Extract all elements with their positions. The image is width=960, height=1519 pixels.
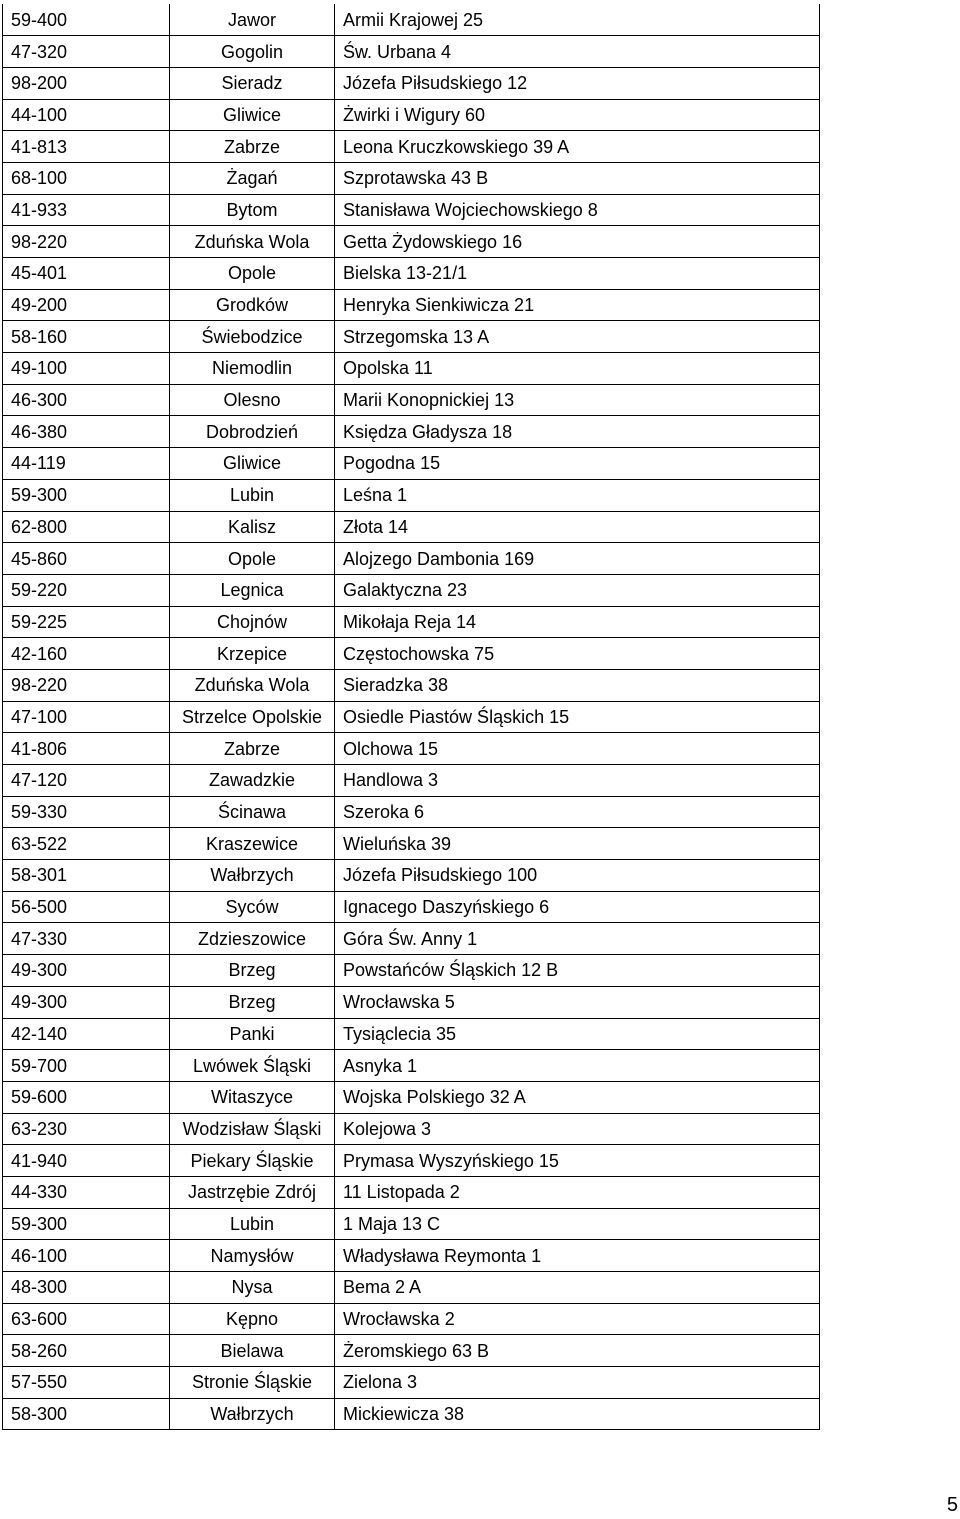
city-cell: Opole (170, 258, 335, 290)
city-cell: Panki (170, 1018, 335, 1050)
postal-code-cell: 44-100 (3, 99, 170, 131)
city-cell: Legnica (170, 574, 335, 606)
postal-code-cell: 59-300 (3, 479, 170, 511)
street-address-cell: Bielska 13-21/1 (335, 258, 820, 290)
postal-code-cell: 45-860 (3, 543, 170, 575)
postal-code-cell: 62-800 (3, 511, 170, 543)
street-address-cell: Księdza Gładysza 18 (335, 416, 820, 448)
street-address-cell: Powstańców Śląskich 12 B (335, 955, 820, 987)
street-address-cell: Józefa Piłsudskiego 100 (335, 860, 820, 892)
postal-code-cell: 56-500 (3, 891, 170, 923)
table-row (3, 1018, 820, 1050)
city-cell: Świebodzice (170, 321, 335, 353)
table-row (3, 638, 820, 670)
postal-code-cell: 47-330 (3, 923, 170, 955)
table-row (3, 986, 820, 1018)
postal-code-cell: 59-300 (3, 1208, 170, 1240)
street-address-cell: Henryka Sienkiwicza 21 (335, 289, 820, 321)
street-address-cell: Handlowa 3 (335, 765, 820, 797)
table-row (3, 99, 820, 131)
street-address-cell: Złota 14 (335, 511, 820, 543)
postal-code-cell: 98-220 (3, 226, 170, 258)
postal-code-cell: 58-301 (3, 860, 170, 892)
table-row (3, 1240, 820, 1272)
city-cell: Zabrze (170, 733, 335, 765)
table-row (3, 923, 820, 955)
postal-code-cell: 46-300 (3, 384, 170, 416)
street-address-cell: Leona Kruczkowskiego 39 A (335, 131, 820, 163)
table-row (3, 258, 820, 290)
city-cell: Nysa (170, 1272, 335, 1304)
table-row (3, 891, 820, 923)
table-row (3, 384, 820, 416)
street-address-cell: Sieradzka 38 (335, 669, 820, 701)
table-row (3, 353, 820, 385)
street-address-cell: Szeroka 6 (335, 796, 820, 828)
street-address-cell: Mickiewicza 38 (335, 1398, 820, 1430)
street-address-cell: Getta Żydowskiego 16 (335, 226, 820, 258)
table-row (3, 131, 820, 163)
street-address-cell: Leśna 1 (335, 479, 820, 511)
street-address-cell: Tysiąclecia 35 (335, 1018, 820, 1050)
table-row (3, 1367, 820, 1399)
street-address-cell: Marii Konopnickiej 13 (335, 384, 820, 416)
table-row (3, 226, 820, 258)
table-row (3, 701, 820, 733)
city-cell: Zdzieszowice (170, 923, 335, 955)
table-row (3, 1272, 820, 1304)
city-cell: Zduńska Wola (170, 669, 335, 701)
table-row (3, 606, 820, 638)
postal-code-cell: 47-120 (3, 765, 170, 797)
street-address-cell: Władysława Reymonta 1 (335, 1240, 820, 1272)
postal-code-cell: 98-200 (3, 67, 170, 99)
postal-code-cell: 46-380 (3, 416, 170, 448)
city-cell: Gogolin (170, 36, 335, 68)
street-address-cell: 11 Listopada 2 (335, 1176, 820, 1208)
postal-code-cell: 45-401 (3, 258, 170, 290)
city-cell: Ścinawa (170, 796, 335, 828)
postal-code-cell: 41-940 (3, 1145, 170, 1177)
street-address-cell: Prymasa Wyszyńskiego 15 (335, 1145, 820, 1177)
postal-code-cell: 57-550 (3, 1367, 170, 1399)
postal-code-cell: 49-300 (3, 955, 170, 987)
table-row (3, 828, 820, 860)
city-cell: Jawor (170, 4, 335, 36)
table-row (3, 1335, 820, 1367)
city-cell: Bielawa (170, 1335, 335, 1367)
table-row (3, 574, 820, 606)
postal-code-cell: 98-220 (3, 669, 170, 701)
city-cell: Brzeg (170, 955, 335, 987)
city-cell: Wodzisław Śląski (170, 1113, 335, 1145)
city-cell: Namysłów (170, 1240, 335, 1272)
city-cell: Grodków (170, 289, 335, 321)
city-cell: Gliwice (170, 448, 335, 480)
postal-code-cell: 58-300 (3, 1398, 170, 1430)
city-cell: Niemodlin (170, 353, 335, 385)
postal-code-cell: 44-119 (3, 448, 170, 480)
city-cell: Kraszewice (170, 828, 335, 860)
street-address-cell: Alojzego Dambonia 169 (335, 543, 820, 575)
postal-code-cell: 68-100 (3, 162, 170, 194)
street-address-cell: Góra Św. Anny 1 (335, 923, 820, 955)
city-cell: Wałbrzych (170, 1398, 335, 1430)
street-address-cell: Opolska 11 (335, 353, 820, 385)
street-address-cell: Galaktyczna 23 (335, 574, 820, 606)
table-row (3, 194, 820, 226)
table-row (3, 1208, 820, 1240)
street-address-cell: Wojska Polskiego 32 A (335, 1081, 820, 1113)
table-row (3, 511, 820, 543)
street-address-cell: Józefa Piłsudskiego 12 (335, 67, 820, 99)
city-cell: Gliwice (170, 99, 335, 131)
city-cell: Chojnów (170, 606, 335, 638)
street-address-cell: Osiedle Piastów Śląskich 15 (335, 701, 820, 733)
city-cell: Lubin (170, 1208, 335, 1240)
address-table-body (3, 4, 820, 1430)
table-row (3, 67, 820, 99)
postal-code-cell: 49-100 (3, 353, 170, 385)
table-row (3, 543, 820, 575)
postal-code-cell: 44-330 (3, 1176, 170, 1208)
street-address-cell: Armii Krajowej 25 (335, 4, 820, 36)
street-address-cell: Zielona 3 (335, 1367, 820, 1399)
city-cell: Sieradz (170, 67, 335, 99)
postal-code-cell: 58-160 (3, 321, 170, 353)
postal-code-cell: 47-100 (3, 701, 170, 733)
street-address-cell: Strzegomska 13 A (335, 321, 820, 353)
city-cell: Kępno (170, 1303, 335, 1335)
table-row (3, 36, 820, 68)
postal-code-cell: 59-400 (3, 4, 170, 36)
table-row (3, 860, 820, 892)
city-cell: Brzeg (170, 986, 335, 1018)
postal-code-cell: 41-806 (3, 733, 170, 765)
table-row (3, 1145, 820, 1177)
city-cell: Żagań (170, 162, 335, 194)
table-row (3, 1050, 820, 1082)
city-cell: Bytom (170, 194, 335, 226)
city-cell: Lwówek Śląski (170, 1050, 335, 1082)
street-address-cell: Ignacego Daszyńskiego 6 (335, 891, 820, 923)
postal-code-cell: 49-300 (3, 986, 170, 1018)
street-address-cell: Kolejowa 3 (335, 1113, 820, 1145)
city-cell: Olesno (170, 384, 335, 416)
table-row (3, 448, 820, 480)
table-row (3, 1398, 820, 1430)
postal-code-cell: 41-813 (3, 131, 170, 163)
postal-code-cell: 47-320 (3, 36, 170, 68)
street-address-cell: Wrocławska 5 (335, 986, 820, 1018)
street-address-cell: Stanisława Wojciechowskiego 8 (335, 194, 820, 226)
postal-code-cell: 63-522 (3, 828, 170, 860)
city-cell: Zduńska Wola (170, 226, 335, 258)
table-row (3, 321, 820, 353)
city-cell: Jastrzębie Zdrój (170, 1176, 335, 1208)
postal-code-cell: 48-300 (3, 1272, 170, 1304)
table-row (3, 733, 820, 765)
page-number: 5 (946, 1494, 958, 1516)
postal-code-cell: 46-100 (3, 1240, 170, 1272)
postal-code-cell: 59-220 (3, 574, 170, 606)
table-row (3, 1176, 820, 1208)
city-cell: Krzepice (170, 638, 335, 670)
city-cell: Syców (170, 891, 335, 923)
postal-code-cell: 41-933 (3, 194, 170, 226)
street-address-cell: Żwirki i Wigury 60 (335, 99, 820, 131)
street-address-cell: Bema 2 A (335, 1272, 820, 1304)
table-row (3, 669, 820, 701)
postal-code-cell: 42-160 (3, 638, 170, 670)
table-row (3, 162, 820, 194)
table-row (3, 1081, 820, 1113)
table-row (3, 4, 820, 36)
street-address-cell: Olchowa 15 (335, 733, 820, 765)
table-row (3, 1303, 820, 1335)
city-cell: Stronie Śląskie (170, 1367, 335, 1399)
postal-code-cell: 58-260 (3, 1335, 170, 1367)
table-row (3, 479, 820, 511)
street-address-cell: Św. Urbana 4 (335, 36, 820, 68)
city-cell: Witaszyce (170, 1081, 335, 1113)
postal-code-cell: 59-700 (3, 1050, 170, 1082)
city-cell: Strzelce Opolskie (170, 701, 335, 733)
table-row (3, 955, 820, 987)
table-row (3, 796, 820, 828)
city-cell: Zawadzkie (170, 765, 335, 797)
city-cell: Kalisz (170, 511, 335, 543)
street-address-cell: Wieluńska 39 (335, 828, 820, 860)
street-address-cell: Żeromskiego 63 B (335, 1335, 820, 1367)
table-row (3, 765, 820, 797)
postal-code-cell: 42-140 (3, 1018, 170, 1050)
street-address-cell: Pogodna 15 (335, 448, 820, 480)
street-address-cell: Asnyka 1 (335, 1050, 820, 1082)
address-table (2, 4, 820, 1430)
city-cell: Piekary Śląskie (170, 1145, 335, 1177)
city-cell: Zabrze (170, 131, 335, 163)
postal-code-cell: 63-600 (3, 1303, 170, 1335)
postal-code-cell: 63-230 (3, 1113, 170, 1145)
street-address-cell: Częstochowska 75 (335, 638, 820, 670)
city-cell: Dobrodzień (170, 416, 335, 448)
table-row (3, 1113, 820, 1145)
street-address-cell: Mikołaja Reja 14 (335, 606, 820, 638)
street-address-cell: Wrocławska 2 (335, 1303, 820, 1335)
table-row (3, 289, 820, 321)
postal-code-cell: 49-200 (3, 289, 170, 321)
postal-code-cell: 59-330 (3, 796, 170, 828)
street-address-cell: Szprotawska 43 B (335, 162, 820, 194)
city-cell: Opole (170, 543, 335, 575)
table-row (3, 416, 820, 448)
street-address-cell: 1 Maja 13 C (335, 1208, 820, 1240)
city-cell: Wałbrzych (170, 860, 335, 892)
city-cell: Lubin (170, 479, 335, 511)
postal-code-cell: 59-600 (3, 1081, 170, 1113)
postal-code-cell: 59-225 (3, 606, 170, 638)
